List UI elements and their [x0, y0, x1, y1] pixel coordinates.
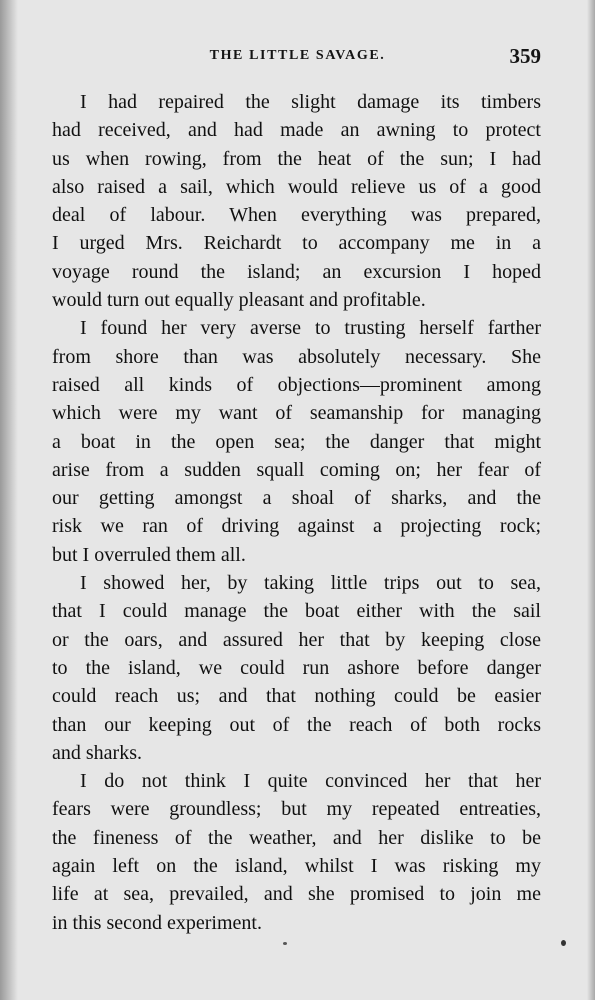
paragraph-2-line: I found her very averse to trusting herself farther	[80, 317, 541, 340]
paragraph-3-line: or the oars, and assured her that by keeping close	[52, 628, 541, 651]
ink-speck	[283, 942, 287, 945]
paragraph-1-line: I had repaired the slight damage its timbers	[80, 91, 541, 113]
ink-speck	[561, 940, 566, 946]
paragraph-1-line: us when rowing, from the heat of the sun; I had	[52, 147, 541, 170]
paragraph-4-line: fears were groundless; but my repeated entreaties,	[52, 798, 541, 821]
paragraph-4-line: I do not think I quite convinced her that her	[80, 770, 541, 793]
paragraph-4-line: life at sea, prevailed, and she promised to join me	[52, 883, 541, 906]
paragraph-2-line: but I overruled them all.	[52, 543, 246, 566]
paragraph-2-line: arise from a sudden squall coming on; her fear of	[52, 458, 541, 481]
paragraph-2-line: our getting amongst a shoal of sharks, and the	[52, 487, 541, 510]
paragraph-4-line: again left on the island, whilst I was risking my	[52, 855, 541, 878]
paragraph-1-line: also raised a sail, which would relieve us of a good	[52, 175, 541, 198]
body-text	[52, 88, 541, 937]
paragraph-1-line: voyage round the island; an excursion I hoped	[52, 260, 541, 283]
paragraph-4-line: the fineness of the weather, and her dislike to be	[52, 826, 541, 849]
paragraph-1-line: had received, and had made an awning to protect	[52, 119, 541, 142]
paragraph-3-line: than our keeping out of the reach of both rocks	[52, 713, 541, 736]
paragraph-3-line: I showed her, by taking little trips out to sea,	[80, 572, 541, 595]
running-head	[52, 44, 543, 70]
paragraph-1-line: I urged Mrs. Reichardt to accompany me in a	[52, 232, 541, 255]
paragraph-3-line: to the island, we could run ashore before danger	[52, 656, 541, 679]
paragraph-3-line: that I could manage the boat either with the sail	[52, 600, 541, 623]
paragraph-3-line: and sharks.	[52, 741, 142, 764]
page-number: 359	[509, 44, 541, 68]
paragraph-2-line: raised all kinds of objections—prominent among	[52, 373, 541, 396]
paragraph-2-line: which were my want of seamanship for managing	[52, 402, 541, 425]
running-title: THE LITTLE SAVAGE.	[209, 48, 386, 63]
paragraph-2-line: a boat in the open sea; the danger that might	[52, 430, 541, 453]
paragraph-2-line: risk we ran of driving against a projecting rock;	[52, 515, 541, 538]
paragraph-1-line: would turn out equally pleasant and profitable.	[52, 289, 426, 312]
paragraph-2-line: from shore than was absolutely necessary. She	[52, 345, 541, 368]
paragraph-3-line: could reach us; and that nothing could be easier	[52, 685, 541, 708]
paragraph-4-line: in this second experiment.	[52, 911, 262, 934]
paragraph-1-line: deal of labour. When everything was prepared,	[52, 204, 541, 227]
